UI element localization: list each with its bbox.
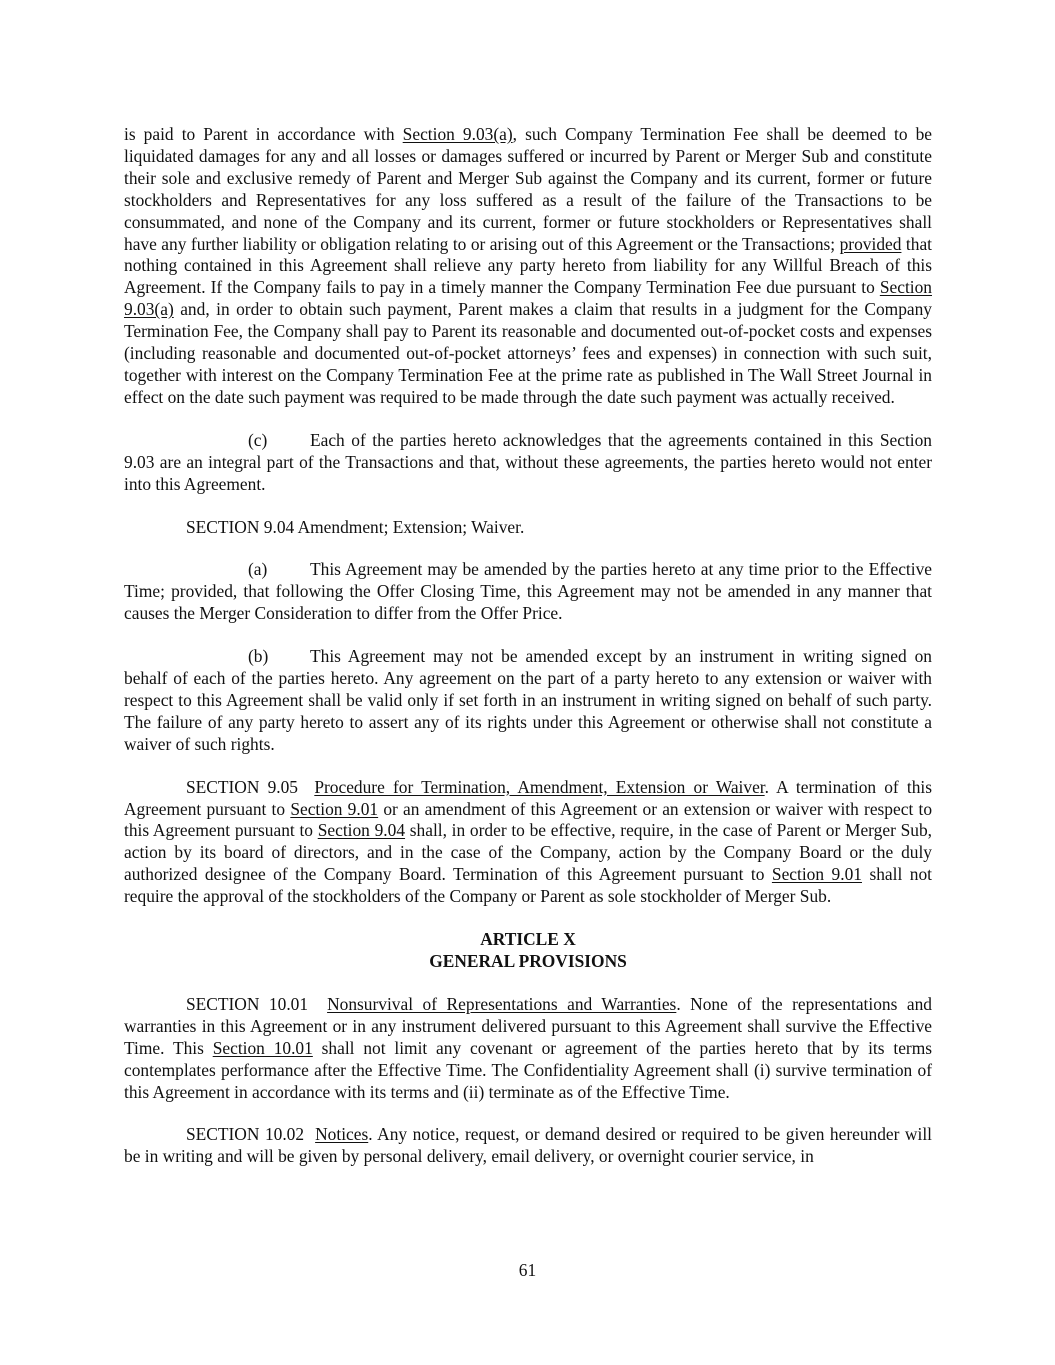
section-10-02 <box>124 1124 932 1168</box>
article-title: GENERAL PROVISIONS <box>429 951 627 971</box>
section-9-05 <box>124 777 932 908</box>
paragraph-9-04-b <box>124 646 932 756</box>
subsection-label: (a) <box>248 559 268 580</box>
text-run: . Any notice, request, or demand desired or required to be given hereunder will be in writing and will be given by personal delivery, email delivery, or overnight courier service, in <box>124 1124 932 1167</box>
page-number: 61 <box>518 1260 537 1280</box>
provided-term: provided <box>839 233 902 254</box>
cross-reference-link: Section 9.03(a) <box>124 277 932 320</box>
section-title: Nonsurvival of Representations and Warranties <box>327 993 677 1014</box>
cross-reference-link: Section 9.04 <box>317 820 406 841</box>
cross-reference-link: Section 9.01 <box>771 864 862 885</box>
section-number: SECTION 10.01 <box>186 993 328 1014</box>
text-run: that nothing contained in this Agreement shall relieve any party hereto from liability for any Willful Breach of this Agreement. If the Company fails to pay in a timely manner the Company Termination Fee due pursuant to <box>124 233 932 298</box>
subsection-label: (c) <box>248 429 268 450</box>
section-heading-9-04: SECTION 9.04 Amendment; Extension; Waiver. <box>186 516 525 537</box>
section-title: Procedure for Termination, Amendment, Extension or Waiver <box>314 776 765 797</box>
document-page <box>124 124 932 1189</box>
paragraph-termination-fee <box>124 124 932 409</box>
article-number: ARTICLE X <box>480 929 576 950</box>
paragraph-9-04-a <box>124 559 932 625</box>
text-run: This Agreement may not be amended except by an instrument in writing signed on behalf of each of the parties hereto. Any agreement on the part of a party hereto to any extension or waiver with respect to this Agreement shall be valid only if set forth in an instrument in writing signed on behalf of such party. The failure of any party hereto to assert any of its rights under this Agreement or otherwise shall not constitute a waiver of such rights. <box>124 646 932 754</box>
text-run: shall not require the approval of the stockholders of the Company or Parent as sole stockholder of Merger Sub. <box>124 864 933 907</box>
text-run: This Agreement may be amended by the parties hereto at any time prior to the Effective Time; provided, that following the Offer Closing Time, this Agreement may not be amended in any manner that causes the Merger Consideration to differ from the Offer Price. <box>124 559 932 624</box>
text-run: . A termination of this Agreement pursuant to <box>124 776 932 819</box>
cross-reference-link: Section 9.01 <box>290 798 379 819</box>
cross-reference-link: Section 10.01 <box>212 1037 313 1058</box>
section-number: SECTION 10.02 <box>186 1124 316 1145</box>
text-run: shall not limit any covenant or agreement of the parties hereto that by its terms contemplates performance after the Effective Time. The Confidentiality Agreement shall (i) survive termination of this Agreement in accordance with its terms and (ii) terminate as of the Effective Time. <box>124 1037 932 1102</box>
article-heading <box>124 929 932 973</box>
text-run: or an amendment of this Agreement or an extension or waiver with respect to this Agreement pursuant to <box>124 798 933 841</box>
section-10-01 <box>124 994 932 1104</box>
subsection-label: (b) <box>248 646 269 667</box>
text-run: , such Company Termination Fee shall be deemed to be liquidated damages for any and all losses or damages suffered or incurred by Parent or Merger Sub and constitute their sole and exclusive remedy of Parent and Merger Sub against the Company and its current, former or future stockholders and Representatives for any loss suffered as a result of the failure of the Transactions to be consummated, and none of the Company and its current, former or future stockholders or Representatives shall have any further liability or obligation relating to or arising out of this Agreement or the Transactions; <box>124 124 933 254</box>
paragraph-9-03-c <box>124 430 932 496</box>
text-run: and, in order to obtain such payment, Parent makes a claim that results in a judgment for the Company Termination Fee, the Company shall pay to Parent its reasonable and documented out-of-pocket costs and expenses (including reasonable and documented out-of-pocket attorneys’ fees and expenses) in connection with such suit, together with interest on the Company Termination Fee at the prime rate as published in The Wall Street Journal in effect on the date such payment was required to be made through the date such payment was actually received. <box>124 299 932 407</box>
text-run: . None of the representations and warranties in this Agreement or in any instrument delivered pursuant to this Agreement shall survive the Effective Time. This <box>124 993 932 1058</box>
text-run: shall, in order to be effective, require, in the case of Parent or Merger Sub, action by its board of directors, and in the case of the Company, action by the Company Board or the duly authorized designee of the Company Board. Termination of this Agreement pursuant to <box>124 820 932 885</box>
text-run: Each of the parties hereto acknowledges that the agreements contained in this Section 9.03 are an integral part of the Transactions and that, without these agreements, the parties hereto would not enter into this Agreement. <box>124 429 932 494</box>
section-title: Notices <box>315 1124 369 1145</box>
text-run: is paid to Parent in accordance with <box>124 124 403 144</box>
section-number: SECTION 9.05 <box>186 776 315 797</box>
cross-reference-link: Section 9.03(a) <box>402 124 513 144</box>
